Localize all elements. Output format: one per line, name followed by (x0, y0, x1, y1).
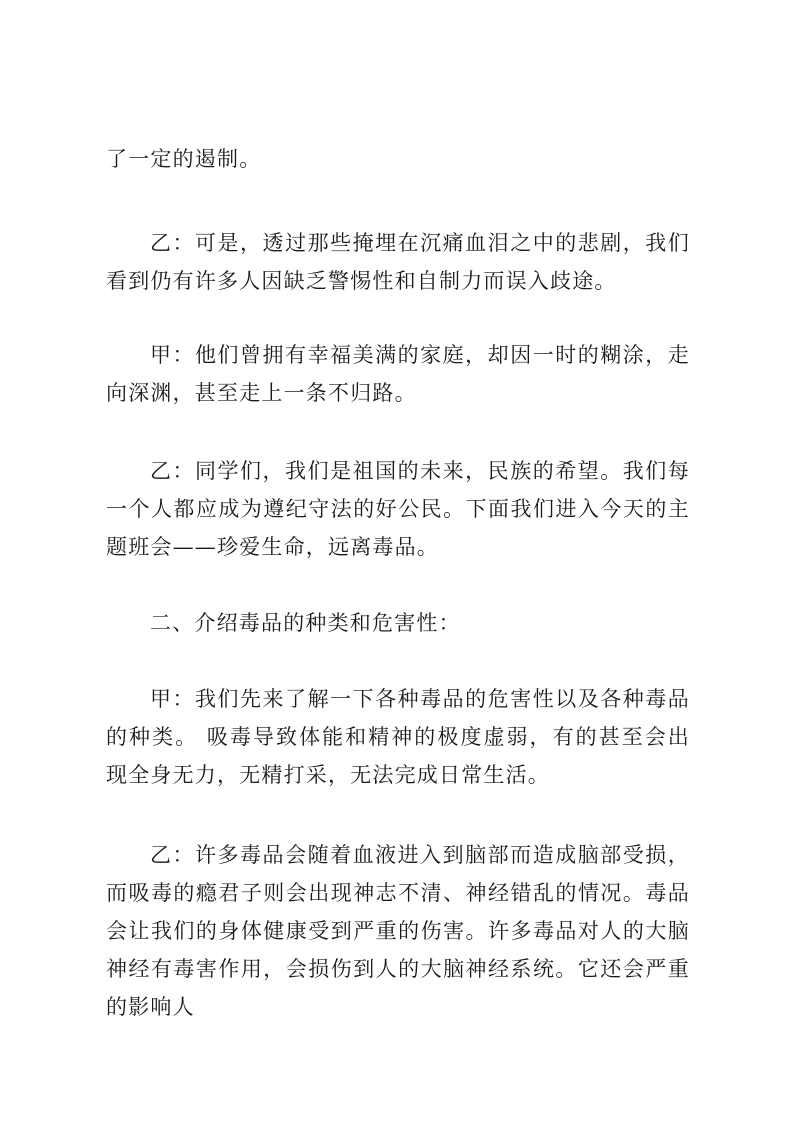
paragraph-yi-1: 乙：可是，透过那些掩埋在沉痛血泪之中的悲剧，我们看到仍有许多人因缺乏警惕性和自制力而误入歧途。 (106, 231, 690, 293)
paragraph-jia-1: 甲：他们曾拥有幸福美满的家庭，却因一时的糊涂，走向深渊，甚至走上一条不归路。 (106, 343, 690, 405)
paragraph-yi-2: 乙：同学们，我们是祖国的未来，民族的希望。我们每一个人都应成为遵纪守法的好公民。下面我们进入今天的主题班会——珍爱生命，远离毒品。 (106, 459, 690, 559)
paragraph-yi-3: 乙：许多毒品会随着血液进入到脑部而造成脑部受损，而吸毒的瘾君子则会出现神志不清、神经错乱的情况。毒品会让我们的身体健康受到严重的伤害。许多毒品对人的大脑神经有毒害作用，会损伤到人的大脑神经系统。它还会严重的影响人 (106, 843, 690, 1019)
paragraph-jia-2: 甲：我们先来了解一下各种毒品的危害性以及各种毒品的种类。 吸毒导致体能和精神的极度虚弱，有的甚至会出现全身无力，无精打采，无法完成日常生活。 (106, 687, 690, 787)
paragraph-continuation: 了一定的遏制。 (106, 147, 262, 171)
section-heading: 二、介绍毒品的种类和危害性： (150, 611, 461, 635)
